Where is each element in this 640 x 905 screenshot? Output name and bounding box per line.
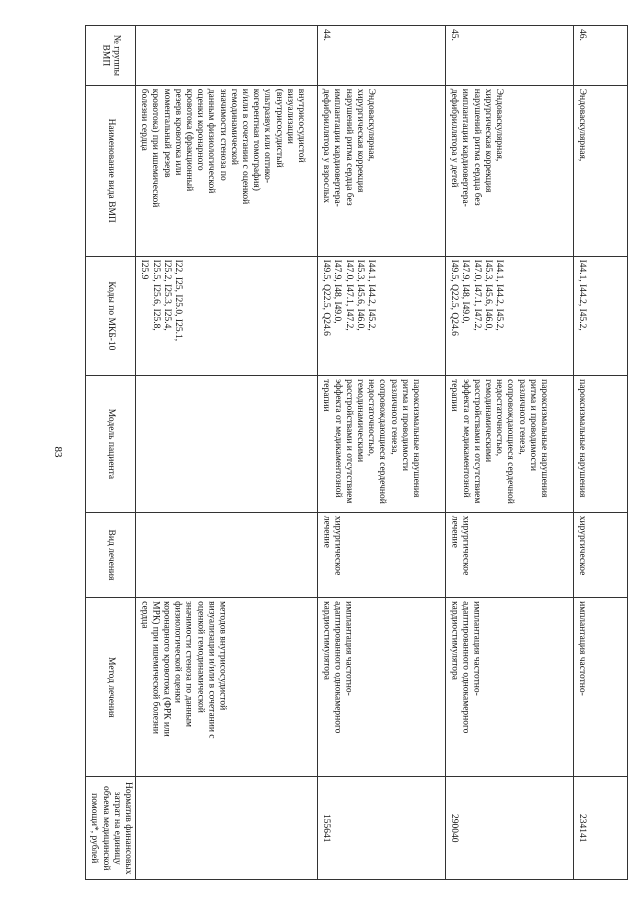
- cell-method: имплантация частотно- адаптированного однокамерного кардиостимулятора: [317, 598, 445, 777]
- cell-name: внутрисосудистой визуализации (внутрисосудистый ультразвук или оптико- когерентная томография) и/или в сочетании с оценкой гемодинамической значимости стеноза по данным физиологической оценки коронарного кровотока (фракционный резерв кровотока или моментальный резерв кровотока) при ишемической болезни сердца: [135, 85, 317, 256]
- cell-num: 46.: [573, 26, 627, 86]
- cell-model: [135, 376, 317, 513]
- cell-name: Эндоваскулярная, хирургическая коррекция нарушений ритма сердца без имплантации кардиовертера- дефибриллятора у детей: [445, 85, 573, 256]
- header-name: Наименование вида ВМП: [86, 85, 136, 256]
- cell-norm: 290040: [445, 777, 573, 880]
- cell-model: пароксизмальные нарушения: [573, 376, 627, 513]
- header-num: № группы ВМП: [86, 26, 136, 86]
- cell-num: [135, 26, 317, 86]
- cell-method: имплантация частотно- адаптированного однокамерного кардиостимулятора: [445, 598, 573, 777]
- vmp-table: [85, 25, 628, 880]
- cell-type: хирургическое лечение: [317, 512, 445, 597]
- header-norm: Норматив финансовых затрат на единицу объема медицинской помощи*, рублей: [86, 777, 136, 880]
- cell-name: Эндоваскулярная, хирургическая коррекция нарушений ритма сердца без имплантации кардиовертера- дефибриллятора у взрослых: [317, 85, 445, 256]
- cell-codes: I22, I25, I25.0, I25.1, I25.2, I25.3, I25.4, I25.5, I25.6, I25.8, I25.9: [135, 256, 317, 376]
- cell-type: хирургическое: [573, 512, 627, 597]
- cell-codes: I44.1, I44.2, I45.2,: [573, 256, 627, 376]
- table-row: [445, 26, 573, 880]
- header-method: Метод лечения: [86, 598, 136, 777]
- header-type: Вид лечения: [86, 512, 136, 597]
- table-row: [317, 26, 445, 880]
- cell-method: имплантация частотно-: [573, 598, 627, 777]
- rotated-table-wrapper: [85, 25, 625, 880]
- header-row: [86, 26, 136, 880]
- cell-num: 44.: [317, 26, 445, 86]
- table-row: [573, 26, 627, 880]
- cell-norm: [135, 777, 317, 880]
- page-number: 83: [52, 446, 64, 458]
- cell-model: пароксизмальные нарушения ритма и проводимости различного генеза, сопровождающиеся сердечной недостаточностью, гемодинамическими расстройствами и отсутствием эффекта от медикаментозной терапии: [445, 376, 573, 513]
- header-codes: Коды по МКБ-10: [86, 256, 136, 376]
- cell-type: [135, 512, 317, 597]
- cell-type: хирургическое лечение: [445, 512, 573, 597]
- cell-model: пароксизмальные нарушения ритма и проводимости различного генеза, сопровождающиеся сердечной недостаточностью, гемодинамическими расстройствами и отсутствием эффекта от медикаментозной терапии: [317, 376, 445, 513]
- table-row: [135, 26, 317, 880]
- cell-name: Эндоваскулярная,: [573, 85, 627, 256]
- cell-norm: 234141: [573, 777, 627, 880]
- header-model: Модель пациента: [86, 376, 136, 513]
- cell-num: 45.: [445, 26, 573, 86]
- cell-method: методов внутрисосудистой визуализации и/или в сочетании с оценкой гемодинамической значимости стеноза по данным физиологической оценки коронарного кровотока (ФРК или МРК) при ишемической болезни сердца: [135, 598, 317, 777]
- cell-norm: 155641: [317, 777, 445, 880]
- cell-codes: I44.1, I44.2, I45.2, I45.3, I45.6, I46.0, I47.0, I47.1, I47.2, I47.9, I48, I49.0, I49.5, Q22.5, Q24.6: [445, 256, 573, 376]
- cell-codes: I44.1, I44.2, I45.2, I45.3, I45.6, I46.0, I47.0, I47.1, I47.2, I47.9, I48, I49.0, I49.5, Q22.5, Q24.6: [317, 256, 445, 376]
